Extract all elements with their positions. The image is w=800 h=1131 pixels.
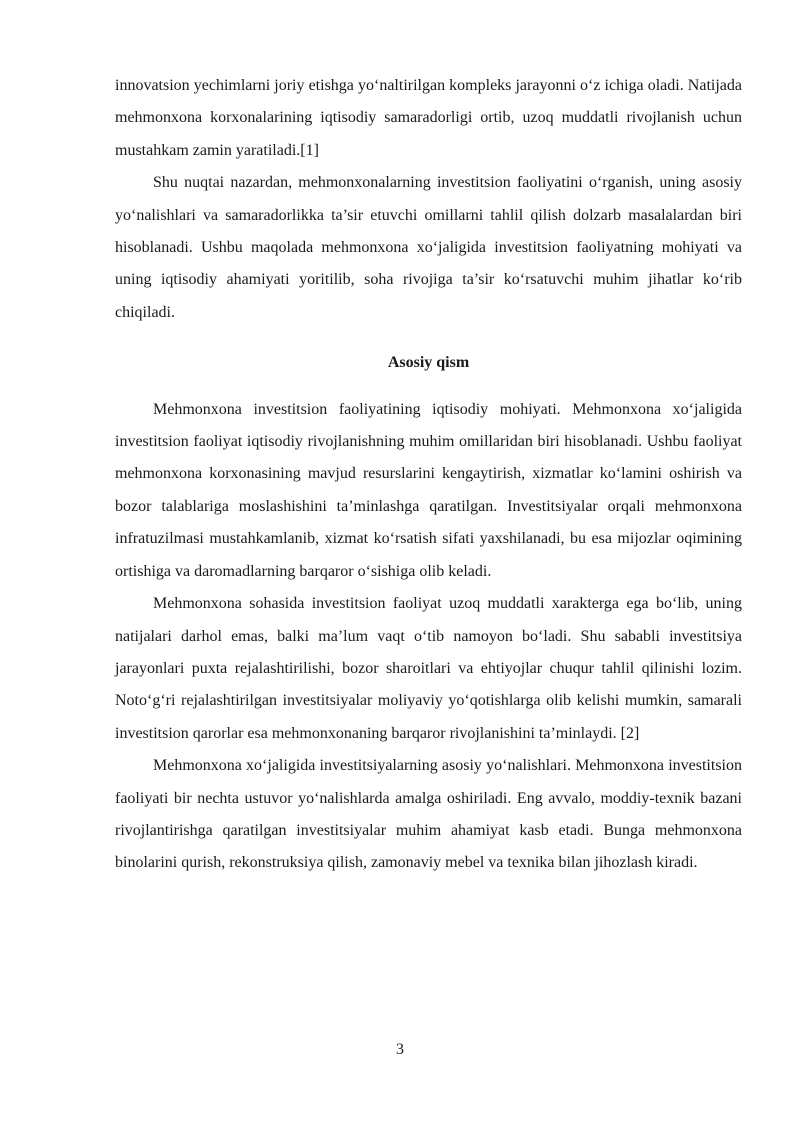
paragraph-main-directions: Mehmonxona xo‘jaligida investitsiyalarning asosiy yo‘nalishlari. Mehmonxona investitsion faoliyati bir nechta ustuvor yo‘nalishlarda amalga oshiriladi. Eng avvalo, moddiy-texnik bazani rivojlantirishga qaratilgan investitsiyalar muhim ahamiyat kasb etadi. Bunga mehmonxona binolarini qurish, rekonstruksiya qilish, zamonaviy mebel va texnika bilan jihozlash kiradi.: [115, 757, 742, 872]
paragraph-intro-relevance: Shu nuqtai nazardan, mehmonxonalarning investitsion faoliyatini o‘rganish, uning asosiy yo‘nalishlari va samaradorlikka ta’sir etuvchi omillarni tahlil qilish dolzarb masalalardan biri hisoblanadi. Ushbu maqolada mehmonxona xo‘jaligida investitsion faoliyatning mohiyati va uning iqtisodiy ahamiyati yoritilib, soha rivojiga ta’sir ko‘rsatuvchi muhim jihatlar ko‘rib chiqiladi.: [115, 174, 742, 321]
document-page: [115, 70, 742, 880]
section-heading: Asosiy qism: [387, 354, 470, 372]
page-number: 3: [396, 1041, 404, 1058]
paragraph-long-term-nature: Mehmonxona sohasida investitsion faoliyat uzoq muddatli xarakterga ega bo‘lib, uning natijalari darhol emas, balki ma’lum vaqt o‘tib namoyon bo‘ladi. Shu sababli investitsiya jarayonlari puxta rejalashtirilishi, bozor sharoitlari va ehtiyojlar chuqur tahlil qilinishi lozim. Noto‘g‘ri rejalashtirilgan investitsiyalar moliyaviy yo‘qotishlarga olib kelishi mumkin, samarali investitsion qarorlar esa mehmonxonaning barqaror rivojlanishini ta’minlaydi. [2]: [115, 595, 742, 742]
paragraph-economic-essence: Mehmonxona investitsion faoliyatining iqtisodiy mohiyati. Mehmonxona xo‘jaligida investitsion faoliyat iqtisodiy rivojlanishning muhim omillaridan biri hisoblanadi. Ushbu faoliyat mehmonxona korxonasining mavjud resurslarini kengaytirish, xizmatlar ko‘lamini oshirish va bozor talablariga moslashishini ta’minlashga qaratilgan. Investitsiyalar orqali mehmonxona infratuzilmasi mustahkamlanib, xizmat ko‘rsatish sifati yaxshilanadi, bu esa mijozlar oqimining ortishiga va daromadlarning barqaror o‘sishiga olib keladi.: [115, 400, 742, 580]
paragraph-continuation: innovatsion yechimlarni joriy etishga yo‘naltirilgan kompleks jarayonni o‘z ichiga oladi. Natijada mehmonxona korxonalarining iqtisodiy samaradorligi ortib, uzoq muddatli rivojlanish uchun mustahkam zamin yaratiladi.[1]: [115, 77, 742, 159]
